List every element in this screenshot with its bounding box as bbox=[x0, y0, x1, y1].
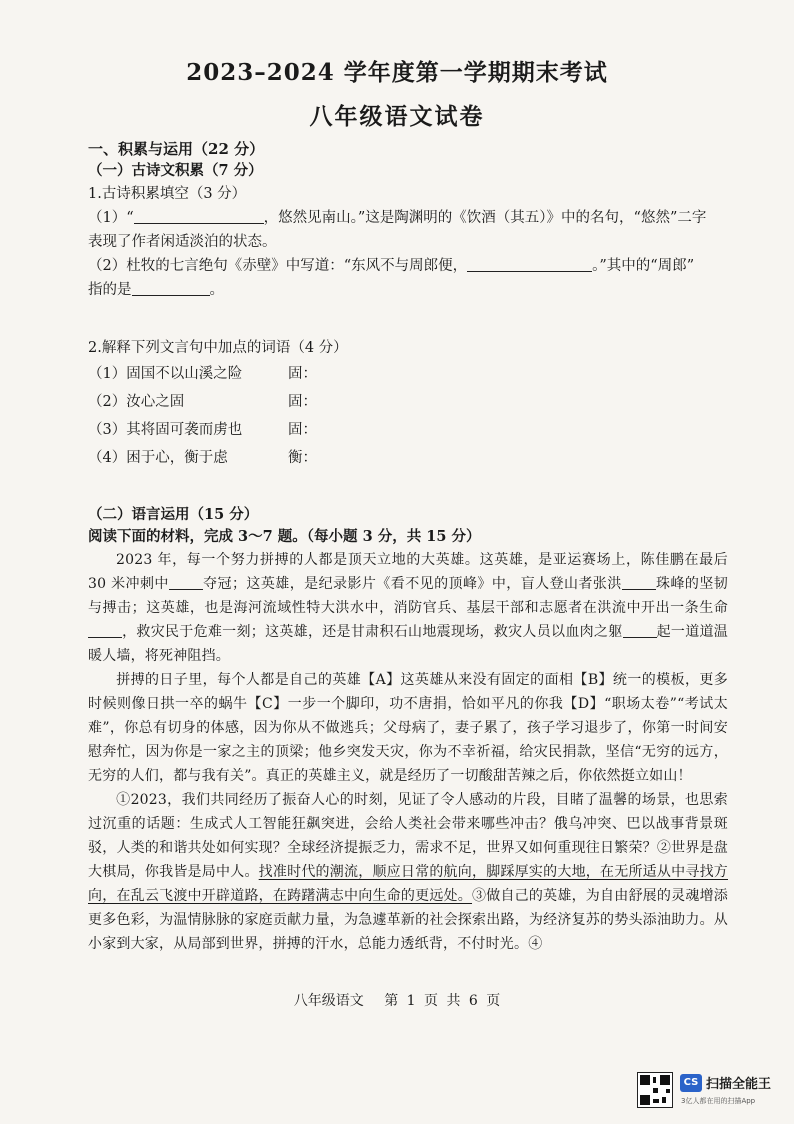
scanner-logo-icon: CS bbox=[680, 1074, 702, 1092]
paragraph-1: 2023 年，每一个努力拼搏的人都是顶天立地的大英雄。这英雄，是亚运赛场上，陈佳鹏在最后 30 米冲刺中 夺冠；这英雄，是纪录影片《看不见的顶峰》中，盲人登山者张洪 珠峰的坚韧与搏击；这英雄，也是海河流域性特大洪水中，消防官兵、基层干部和志愿者在洪流中开出一条生命，救灾民于危难一刻；这英雄，还是甘肃积石山地震现场，救灾人员以血肉之躯 起一道道温暖人墙，将死神阻挡。 bbox=[88, 552, 729, 664]
part-heading: （二）语言运用（15 分） bbox=[88, 506, 259, 523]
answer-blank[interactable] bbox=[622, 575, 656, 590]
scanner-tagline: 3亿人都在用的扫描App bbox=[681, 1097, 756, 1105]
instruction: 阅读下面的材料，完成 3～7 题。（每小题 3 分，共 15 分） bbox=[88, 528, 481, 545]
answer-blank[interactable] bbox=[169, 575, 203, 590]
answer-blank[interactable] bbox=[88, 623, 122, 638]
paragraph-2: 拼搏的日子里，每个人都是自己的英雄【A】这英雄从来没有固定的面相【B】统一的模板，更多时候则像日拱一卒的蜗牛【C】一步一个脚印，功不唐捐，恰如平凡的你我【D】“职场太卷”“考试太难”，你总有切身的体感，因为你从不做逃兵；父母病了，妻子累了，孩子学习退步了，你第一时间安慰奔忙，因为你是一家之主的顶梁；他乡突发天灾，你为不幸祈福，给灾民捐款，坚信“无穷的远方，无穷的人们，都与我有关”。真正的英雄主义，就是经历了一切酸甜苦辣之后，你依然挺立如山！ bbox=[88, 672, 728, 784]
q1-line-2: 表现了作者闲适淡泊的状态。 bbox=[88, 234, 277, 250]
list-item: （3）其将固可袭而虏也 固： bbox=[88, 422, 317, 438]
exam-subtitle: 八年级语文试卷 bbox=[309, 103, 485, 130]
underlined-sentence: 找准时代的潮流，顺应日常的航向，脚踩厚实的大地，在无所适从中寻找方向，在乱云飞渡中开辟道路，在踌躇满志中向生命的更远处。 bbox=[88, 864, 728, 904]
section-heading: 一、积累与运用（22 分） bbox=[88, 140, 265, 158]
answer-blank[interactable] bbox=[132, 280, 210, 296]
answer-blank[interactable] bbox=[623, 623, 657, 638]
question-heading: 2.解释下列文言句中加点的词语（4 分） bbox=[88, 340, 348, 356]
scanner-app-name: 扫描全能王 bbox=[706, 1077, 772, 1092]
answer-blank[interactable] bbox=[134, 208, 264, 224]
paragraph-3: ①2023，我们共同经历了振奋人心的时刻，见证了令人感动的片段，目睹了温馨的场景，也思索过沉重的话题：生成式人工智能狂飙突进，会给人类社会带来哪些冲击？俄乌冲突、巴以战事背景斑驳，人类的和谐共处如何实现？全球经济提振乏力，需求不足，世界又如何重现往日繁荣？②世界是盘大棋局，你我皆是局中人。找准时代的潮流，顺应日常的航向，脚踩厚实的大地，在无所适从中寻找方向，在乱云飞渡中开辟道路，在踌躇满志中向生命的更远处。③做自己的英雄，为自由舒展的灵魂增添更多色彩，为温情脉脉的家庭贡献力量，为急遽革新的社会探索出路，为经济复苏的势头添油助力。从小家到大家，从局部到世界，拼搏的汗水，总能力透纸背，不付时光。④ bbox=[88, 792, 728, 952]
q1-line-1: （1）“ ，悠然见南山。”这是陶渊明的《饮酒（其五）》中的名句，“悠然”二字 bbox=[88, 210, 707, 226]
page-footer bbox=[0, 990, 794, 1010]
page-number: 第 1 页 共 6 页 bbox=[384, 993, 501, 1009]
exam-title: 2023–2024 学年度第一学期期末考试 bbox=[186, 59, 608, 86]
question-heading: 1.古诗积累填空（3 分） bbox=[88, 186, 247, 202]
q1-line-3: （2）杜牧的七言绝句《赤壁》中写道：“东风不与周郎便， 。”其中的“周郎” bbox=[88, 258, 695, 274]
list-item: （2）汝心之固 固： bbox=[88, 394, 317, 410]
qr-code-icon bbox=[637, 1072, 673, 1108]
footer-subject: 八年级语文 bbox=[293, 993, 364, 1009]
part-heading: （一）古诗文积累（7 分） bbox=[88, 162, 263, 179]
q1-line-4: 指的是 。 bbox=[88, 282, 224, 298]
list-item: （4）困于心，衡于虑 衡： bbox=[88, 450, 317, 466]
exam-content bbox=[88, 138, 728, 956]
list-item: （1）固国不以山溪之险 固： bbox=[88, 366, 317, 382]
answer-blank[interactable] bbox=[467, 256, 592, 272]
